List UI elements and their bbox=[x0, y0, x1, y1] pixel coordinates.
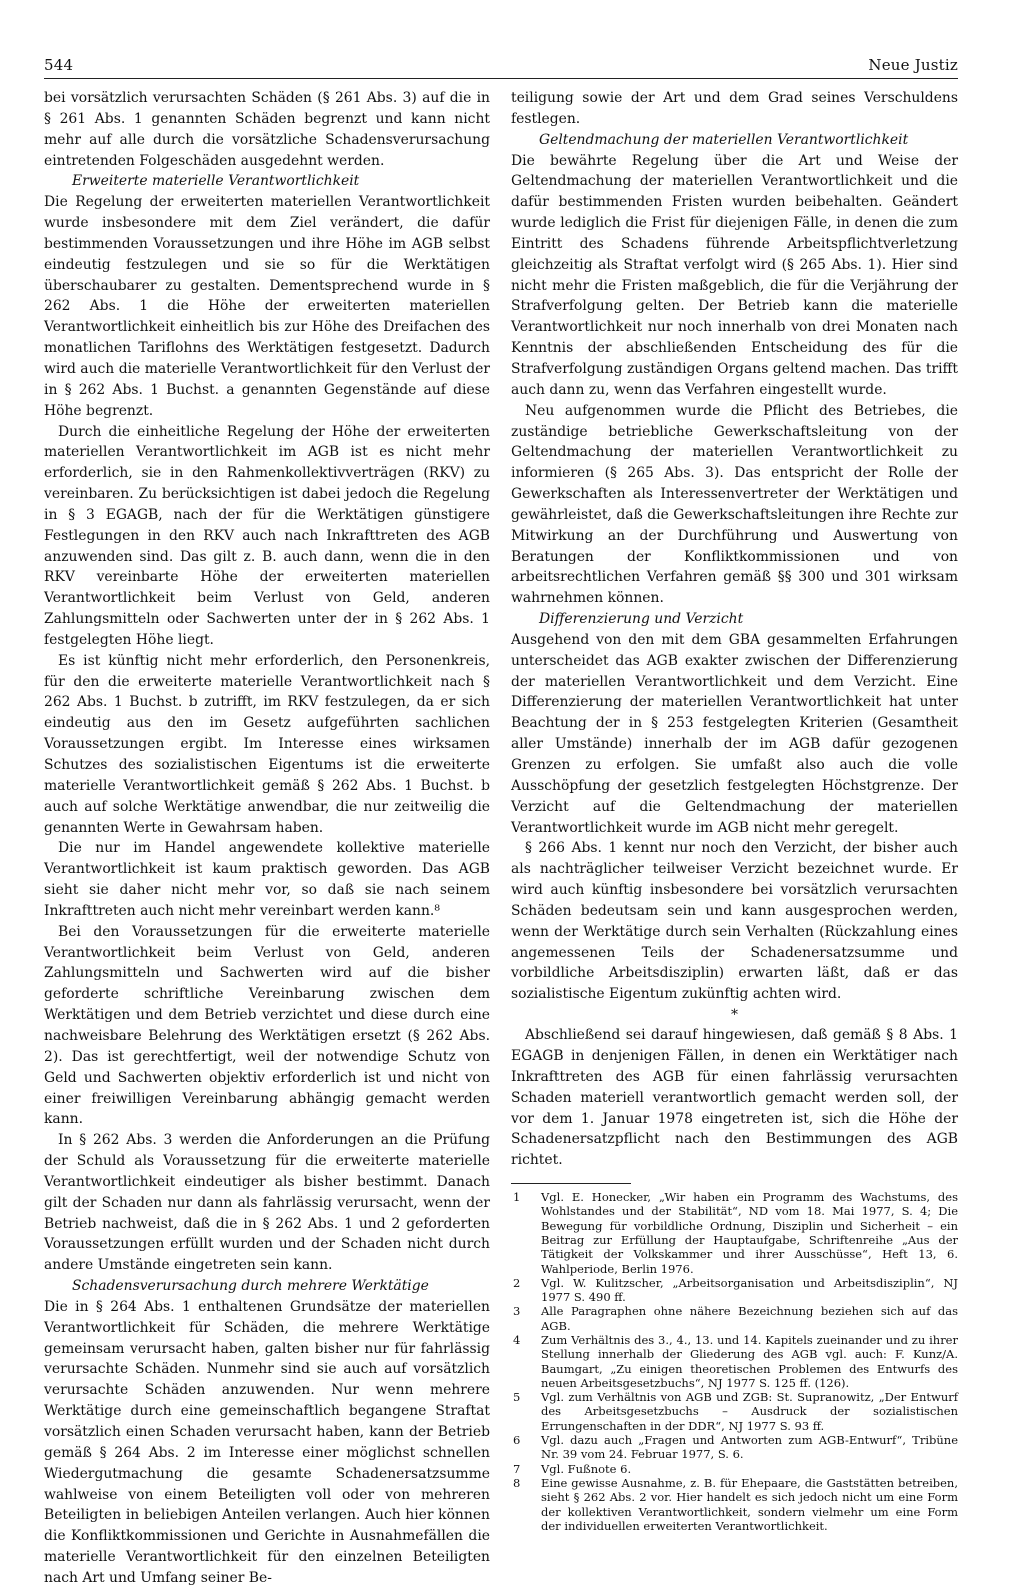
footnote bbox=[511, 1190, 958, 1276]
paragraph: Abschließend sei darauf hingewiesen, daß gemäß § 8 Abs. 1 EGAGB in denjenigen Fällen, in denen ein Werktätiger nach Inkrafttreten des AGB für einen fahrlässig verursachten Schaden materiell verantwortlich gemacht werden soll, der vor dem 1. Januar 1978 eingetreten ist, sich die Höhe der Schadenersatzpflicht nach den Bestimmungen des AGB richtet. bbox=[511, 1027, 958, 1169]
footnote bbox=[511, 1276, 958, 1305]
section-separator: * bbox=[731, 1007, 738, 1024]
paragraph: Die in § 264 Abs. 1 enthaltenen Grundsätze der materiellen Verantwortlichkeit für Schäden, die mehrere Werktätige gemeinsam verursacht haben, galten bisher nur für fahrlässig verursachte Schäden. Nunmehr sind sie auch auf vorsätzlich verursachte Schäden anzuwenden. Nur wenn mehrere Werktätige durch eine gemeinschaftlich begangene Straftat vorsätzlich einen Schaden verursacht haben, kann der Betrieb gemäß § 264 Abs. 2 im Interesse einer möglichst schnellen Wiedergutmachung die gesamte Schadenersatzsumme wahlweise von einem Beteiligten voll oder von mehreren Beteiligten in beliebigen Anteilen verlangen. Auch hier können die Konfliktkommissionen und Gerichte in Ausnahmefällen die materielle Verantwortlichkeit für den einzelnen Beteiligten nach Art und Umfang seiner Be- bbox=[44, 1298, 490, 1586]
paragraph: Es ist künftig nicht mehr erforderlich, den Personenkreis, für den die erweiterte materielle Verantwortlichkeit nach § 262 Abs. 1 Buchst. b zutrifft, im RKV festzulegen, da er sich eindeutig aus den im Gesetz aufgeführten sachlichen Voraussetzungen ergibt. Im Interesse eines wirksamen Schutzes des sozialistischen Eigentums ist die erweiterte materielle Verantwortlichkeit gemäß § 262 Abs. 1 Buchst. b auch auf solche Werktätige anwendbar, die nur zeitweilig die genannten Werte in Gewahrsam haben. bbox=[44, 652, 490, 836]
footnote-text: Zum Verhältnis des 3., 4., 13. und 14. Kapitels zueinander und zu ihrer Stellung innerhalb der Gliederung des AGB vgl. auch: F. Kunz/A. Baumgart, „Zu einigen theoretischen Problemen des Entwurfs des neuen Arbeitsgesetzbuchs“, NJ 1977 S. 125 ff. (126). bbox=[541, 1333, 958, 1390]
paragraph: teiligung sowie der Art und dem Grad seines Verschuldens festlegen. bbox=[511, 90, 958, 127]
section-heading: Erweiterte materielle Verantwortlichkeit bbox=[72, 173, 360, 190]
footnote-number: 1 bbox=[513, 1190, 521, 1205]
paragraph: Durch die einheitliche Regelung der Höhe der erweiterten materiellen Verantwortlichkeit im AGB ist es nicht mehr erforderlich, sie in den Rahmenkollektivverträgen (RKV) zu vereinbaren. Zu berücksichtigen ist dabei jedoch die Regelung in § 3 EGAGB, nach der für die Werktätigen günstigere Festlegungen in den RKV auch nach Inkrafttreten des AGB anzuwenden sind. Das gilt z. B. auch dann, wenn die in den RKV vereinbarte Höhe der erweiterten materiellen Verantwortlichkeit beim Verlust von Geld, anderen Zahlungsmitteln oder Sachwerten unter der in § 262 Abs. 1 festgelegten Höhe liegt. bbox=[44, 423, 490, 648]
paragraph: § 266 Abs. 1 kennt nur noch den Verzicht, der bisher auch als nachträglicher teilweiser Verzicht bezeichnet wurde. Er wird auch künftig insbesondere bei vorsätzlich verursachten Schäden bedeutsam sein und kann ausgesprochen werden, wenn der Werktätige durch sein Verhalten (Rückzahlung eines angemessenen Teils der Schadenersatzsumme und vorbildliche Arbeitsdisziplin) erwarten läßt, daß er das sozialistische Eigentum zukünftig achten wird. bbox=[511, 840, 958, 1003]
right-column-body bbox=[511, 88, 958, 1171]
footnotes bbox=[511, 1190, 958, 1533]
footnote-text: Vgl. dazu auch „Fragen und Antworten zum AGB-Entwurf“, Tribüne Nr. 39 vom 24. Februar 1977, S. 6. bbox=[541, 1433, 958, 1462]
footnote bbox=[511, 1390, 958, 1433]
left-column bbox=[44, 88, 490, 1589]
footnote bbox=[511, 1433, 958, 1462]
footnote-rule bbox=[511, 1183, 631, 1184]
journal-name: Neue Justiz bbox=[868, 56, 958, 74]
paragraph: Die Regelung der erweiterten materiellen Verantwortlichkeit wurde insbesondere mit dem Ziel verändert, die dafür bestimmenden Voraussetzungen und ihre Höhe im AGB selbst eindeutig festzulegen und sie so für die Werktätigen überschaubarer zu gestalten. Dementsprechend wurde in § 262 Abs. 1 die Höhe der erweiterten materiellen Verantwortlichkeit einheitlich bis zur Höhe des Dreifachen des monatlichen Tariflohns des Werktätigen festgesetzt. Dadurch wird auch die materielle Verantwortlichkeit für den Verlust der in § 262 Abs. 1 Buchst. a genannten Gegenstände auf diese Höhe begrenzt. bbox=[44, 194, 490, 419]
footnote-text: Vgl. Fußnote 6. bbox=[541, 1461, 632, 1476]
section-heading: Geltendmachung der materiellen Verantwortlichkeit bbox=[539, 131, 909, 148]
paragraph: Neu aufgenommen wurde die Pflicht des Betriebes, die zuständige betriebliche Gewerkschaftsleitung von der Geltendmachung der materiellen Verantwortlichkeit zu informieren (§ 265 Abs. 3). Das entspricht der Rolle der Gewerkschaften als Interessenvertreter der Werktätigen und gewährleistet, daß die Gewerkschaftsleitungen ihre Rechte zur Mitwirkung an der Durchführung und Auswertung von Beratungen der Konfliktkommissionen und von arbeitsrechtlichen Verfahren gemäß §§ 300 und 301 wirksam wahrnehmen können. bbox=[511, 402, 958, 607]
page-header bbox=[44, 54, 958, 82]
footnote-number: 4 bbox=[513, 1333, 521, 1347]
paragraph: Die nur im Handel angewendete kollektive materielle Verantwortlichkeit ist kaum praktisch geworden. Das AGB sieht sie daher nicht mehr vor, so daß sie nach seinem Inkrafttreten auch nicht mehr vereinbart werden kann.⁸ bbox=[44, 840, 490, 919]
paragraph: Bei den Voraussetzungen für die erweiterte materielle Verantwortlichkeit beim Verlust von Geld, anderen Zahlungsmitteln und Sachwerten wird auf die bisher geforderte schriftliche Vereinbarung zwischen dem Werktätigen und dem Betrieb verzichtet und diese durch eine nachweisbare Belehrung des Werktätigen ersetzt (§ 262 Abs. 2). Das ist gerechtfertigt, weil der notwendige Schutz von Geld und Sachwerten objektiv erforderlich ist und nicht von einer freiwilligen Vereinbarung abhängig gemacht werden kann. bbox=[44, 923, 490, 1128]
paragraph: Ausgehend von den mit dem GBA gesammelten Erfahrungen unterscheidet das AGB exakter zwischen der Differenzierung der materiellen Verantwortlichkeit und dem Verzicht. Eine Differenzierung der materiellen Verantwortlichkeit hat unter Beachtung der in § 253 festgelegten Kriterien (Gesamtheit aller Umstände) innerhalb der im AGB dafür gezogenen Grenzen zu erfolgen. Sie umfaßt also auch die volle Ausschöpfung der gesetzlich festgelegten Höchstgrenze. Der Verzicht auf die Geltendmachung der materiellen Verantwortlichkeit wurde im AGB nicht mehr geregelt. bbox=[511, 631, 958, 836]
footnote bbox=[511, 1304, 958, 1333]
footnote bbox=[511, 1476, 958, 1533]
footnote-number: 5 bbox=[513, 1390, 521, 1405]
header-rule bbox=[44, 78, 958, 79]
footnote-text: Alle Paragraphen ohne nähere Bezeichnung beziehen sich auf das AGB. bbox=[541, 1304, 958, 1333]
footnote-text: Eine gewisse Ausnahme, z. B. für Ehepaare, die Gaststätten betreiben, sieht § 262 Abs. 2 vor. Hier handelt es sich jedoch nicht um eine Form der kollektiven Verantwortlichkeit, sondern vielmehr um eine Form der individuellen erweiterten Verantwortlichkeit. bbox=[541, 1475, 958, 1533]
paragraph: Die bewährte Regelung über die Art und Weise der Geltendmachung der materiellen Verantwortlichkeit und die dafür bestimmenden Fristen wurden beibehalten. Geändert wurde lediglich die Frist für diejenigen Fälle, in denen die zum Eintritt des Schadens führende Arbeitspflichtverletzung gleichzeitig als Straftat verfolgt wird (§ 265 Abs. 1). Hier sind nicht mehr die Fristen maßgeblich, die für die Verjährung der Strafverfolgung gelten. Der Betrieb kann die materielle Verantwortlichkeit nur noch innerhalb von drei Monaten nach Kenntnis der abschließenden Entscheidung des für die Strafverfolgung zuständigen Organs geltend machen. Das trifft auch dann zu, wenn das Verfahren eingestellt wurde. bbox=[511, 152, 958, 398]
footnote-number: 6 bbox=[513, 1433, 521, 1448]
section-heading: Differenzierung und Verzicht bbox=[539, 611, 744, 628]
section-heading: Schadensverursachung durch mehrere Werktätige bbox=[72, 1278, 429, 1295]
footnote-number: 3 bbox=[513, 1304, 521, 1319]
footnote bbox=[511, 1333, 958, 1390]
footnote-text: Vgl. zum Verhältnis von AGB und ZGB: St. Supranowitz, „Der Entwurf des Arbeitsgesetzbuchs – Ausdruck der sozialistischen Errungenschaften in der DDR“, NJ 1977 S. 93 ff. bbox=[541, 1390, 958, 1433]
paragraph: In § 262 Abs. 3 werden die Anforderungen an die Prüfung der Schuld als Voraussetzung für die erweiterte materielle Verantwortlichkeit eindeutiger als bisher bestimmt. Danach gilt der Schaden nur dann als fahrlässig verursacht, wenn der Betrieb nachweist, daß die in § 262 Abs. 1 und 2 geforderten Voraussetzungen erfüllt wurden und der Schaden nicht durch andere Umstände eingetreten sein kann. bbox=[44, 1132, 490, 1274]
footnote-number: 7 bbox=[513, 1461, 521, 1476]
footnote-text: Vgl. E. Honecker, „Wir haben ein Programm des Wachstums, des Wohlstandes und der Stabilität“, ND vom 18. Mai 1977, S. 4; Die Bewegung für vorbildliche Ordnung, Disziplin und Sicherheit – ein Beitrag zur Erfüllung der Hauptaufgabe, Schriftenreihe „Aus der Tätigkeit der Volkskammer und ihrer Ausschüsse“, Heft 13, 6. Wahlperiode, Berlin 1976. bbox=[541, 1190, 958, 1276]
paragraph: bei vorsätzlich verursachten Schäden (§ 261 Abs. 3) auf die in § 261 Abs. 1 genannten Schäden begrenzt und kann nicht mehr auf alle durch die vorsätzliche Schadensverursachung eintretenden Folgeschäden ausgedehnt werden. bbox=[44, 90, 490, 169]
footnote bbox=[511, 1462, 958, 1476]
footnote-number: 8 bbox=[513, 1475, 521, 1490]
footnote-number: 2 bbox=[513, 1275, 521, 1290]
right-column bbox=[511, 88, 958, 1533]
page-number: 544 bbox=[44, 56, 74, 74]
footnote-text: Vgl. W. Kulitzscher, „Arbeitsorganisation und Arbeitsdisziplin“, NJ 1977 S. 490 ff. bbox=[541, 1275, 958, 1305]
